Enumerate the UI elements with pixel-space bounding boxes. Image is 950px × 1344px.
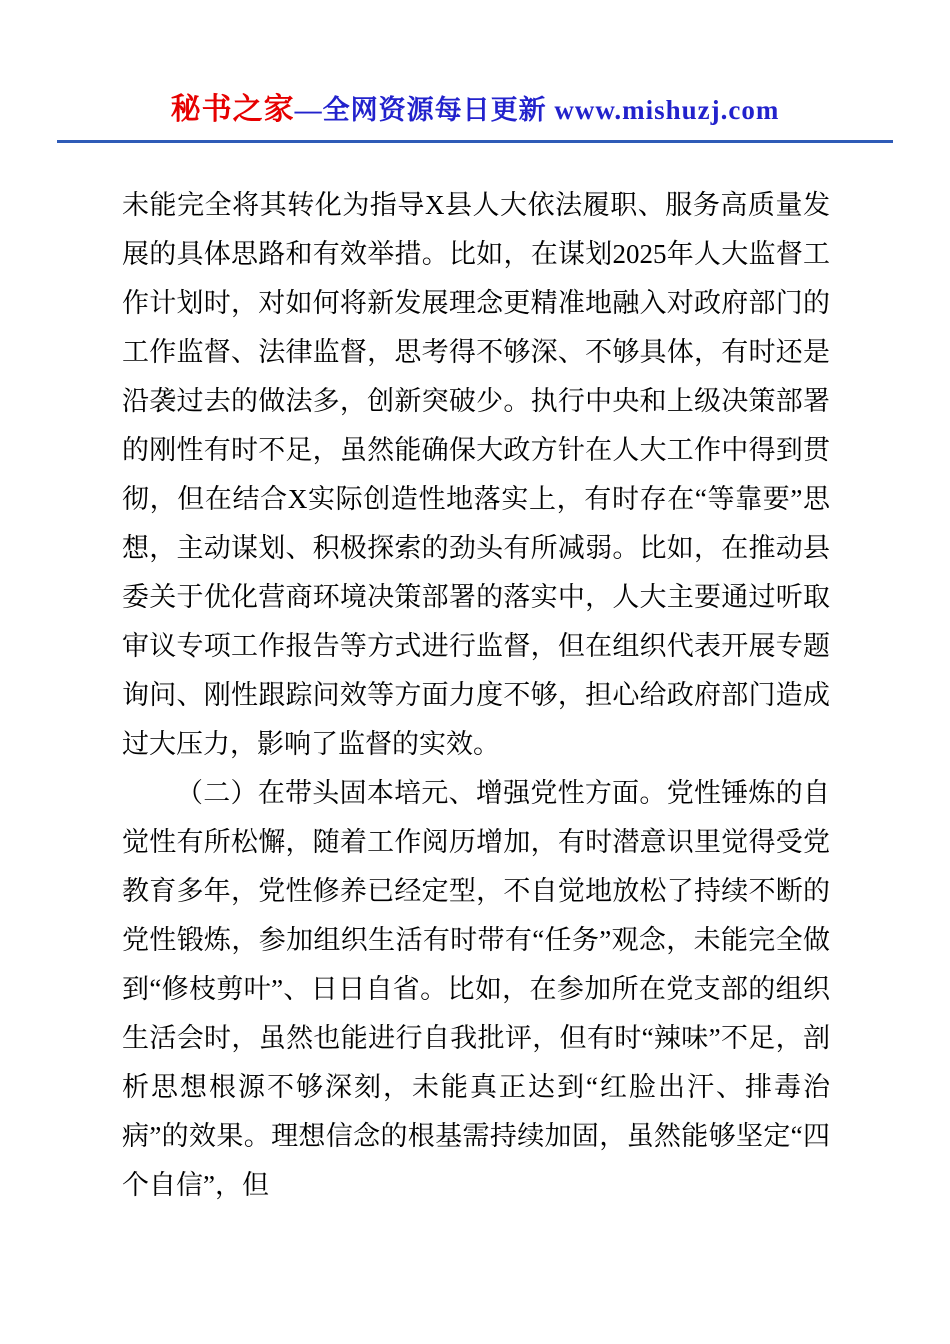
paragraph: （二）在带头固本培元、增强党性方面。党性锤炼的自觉性有所松懈，随着工作阅历增加，有时潜意识里觉得受党教育多年，党性修养已经定型，不自觉地放松了持续不断的党性锻炼，参加组织生活有时带有“任务”观念，未能完全做到“修枝剪叶”、日日自省。比如，在参加所在党支部的组织生活会时，虽然也能进行自我批评，但有时“辣味”不足，剖析思想根源不够深刻，未能真正达到“红脸出汗、排毒治病”的效果。理想信念的根基需持续加固，虽然能够坚定“四个自信”，但: [122, 778, 830, 1200]
site-tagline: —全网资源每日更新: [294, 95, 555, 125]
site-url-link[interactable]: www.mishuzj.com: [554, 95, 780, 125]
site-brand: 秘书之家: [170, 93, 295, 126]
page-header: [0, 0, 950, 128]
document-body: [0, 143, 950, 1210]
paragraph: 未能完全将其转化为指导X县人大依法履职、服务高质量发展的具体思路和有效举措。比如，在谋划2025年人大监督工作计划时，对如何将新发展理念更精准地融入对政府部门的工作监督、法律监督，思考得不够深、不够具体，有时还是沿袭过去的做法多，创新突破少。执行中央和上级决策部署的刚性有时不足，虽然能确保大政方针在人大工作中得到贯彻，但在结合X实际创造性地落实上，有时存在“等靠要”思想，主动谋划、积极探索的劲头有所减弱。比如，在推动县委关于优化营商环境决策部署的落实中，人大主要通过听取审议专项工作报告等方式进行监督，但在组织代表开展专题询问、刚性跟踪问效等方面力度不够，担心给政府部门造成过大压力，影响了监督的实效。: [122, 190, 830, 759]
